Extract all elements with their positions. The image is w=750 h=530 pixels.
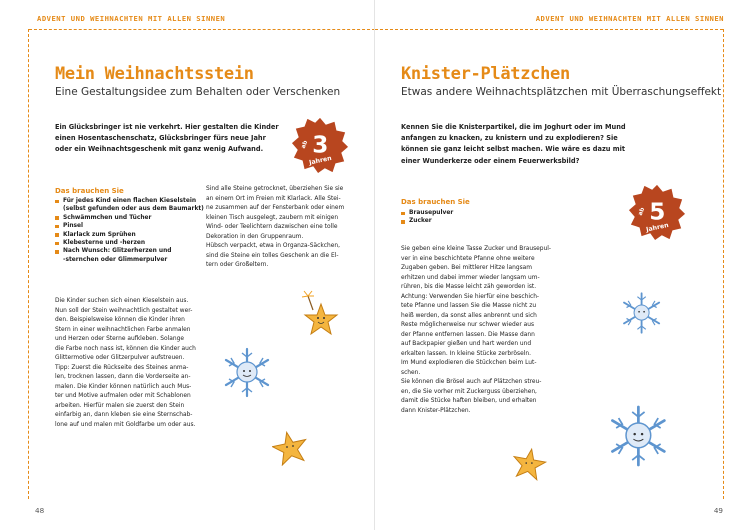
bullet-icon	[401, 212, 405, 216]
star-with-sparkler-icon	[300, 290, 342, 338]
intro-line: einer Wunderkerze oder einem Feuerwerksbild?	[401, 156, 580, 165]
list-item: Pinsel	[55, 222, 204, 230]
bullet-icon	[55, 233, 59, 237]
list-item: Nach Wunsch: Glitzerherzen und	[55, 247, 204, 255]
snowflake-icon	[619, 290, 665, 336]
intro-line: können sie ganz leicht selbst machen. Wie wäre es dazu mit	[401, 145, 626, 154]
right-page	[375, 0, 750, 530]
intro-text	[401, 122, 626, 167]
header-rule	[375, 29, 723, 30]
bullet-icon	[55, 216, 59, 220]
materials-heading: Das brauchen Sie	[55, 187, 124, 195]
running-header: ADVENT UND WEIHNACHTEN MIT ALLEN SINNEN	[37, 14, 226, 23]
badge-number: 5	[649, 198, 666, 226]
age-badge	[291, 116, 349, 174]
page-subtitle: Etwas andere Weihnachtsplätzchen mit Überraschungseffekt	[401, 86, 722, 98]
snowflake-icon	[605, 402, 673, 470]
materials-heading: Das brauchen Sie	[401, 198, 470, 206]
list-item: (selbst gefunden oder aus dem Baumarkt)	[63, 206, 204, 213]
body-text: Sie geben eine kleine Tasse Zucker und Brausepul- ver in eine beschichtete Pfanne ohne weitere Zugaben geben. Bei mittlerer Hitze langsam erhitzen und dabei immer wieder langsam um- rühren, bis die Masse leicht zäh geworden ist. Achtung: Verwenden Sie hierfür eine beschich- tete Pfanne und lassen Sie die Masse nicht zu heiß werden, da sonst alles anbrennt und sich Reste möglicherweise nur schwer wieder aus der Pfanne entfernen lassen. Die Masse dann auf Backpapier gießen und hart werden und erkalten lassen. In kleine Stücke zerbröseln. Im Mund explodieren die Stückchen beim Lut- schen. Sie können die Brösel auch auf Plätzchen streu- en, die Sie vorher mit Zuckerguss überziehen, damit die Stücke haften bleiben, und erhalten dann Knister-Plätzchen.	[401, 246, 552, 414]
bullet-icon	[55, 200, 59, 204]
intro-line: anfangen zu knacken, zu knistern und zu explodieren? Sie	[401, 134, 618, 143]
intro-line: einen Hosentaschenschatz, Glücksbringer fürs neue Jahr	[55, 134, 266, 143]
star-icon	[512, 447, 548, 481]
badge-word: Jahren	[645, 221, 670, 234]
bullet-icon	[55, 225, 59, 229]
list-item: Klarlack zum Sprühen	[55, 231, 204, 239]
materials-list	[55, 197, 204, 264]
margin-rule	[28, 29, 29, 499]
materials-list	[401, 209, 453, 226]
page-subtitle: Eine Gestaltungsidee zum Behalten oder Verschenken	[55, 86, 341, 98]
list-item: Für jedes Kind einen flachen Kieselstein	[55, 197, 204, 205]
margin-rule	[723, 29, 724, 499]
page-title: Mein Weihnachtsstein	[55, 64, 254, 84]
bullet-icon	[55, 250, 59, 254]
list-item: Zucker	[401, 217, 453, 225]
badge-ab: ab	[300, 139, 310, 150]
page-number: 48	[35, 506, 45, 515]
star-icon	[272, 430, 310, 466]
body-text: Die Kinder suchen sich einen Kieselstein aus. Nun soll der Stein weihnachtlich gestaltet wer- den. Beispielsweise können die Kinder ihren Stern in einer weihnachtlichen Farbe anmalen und Herzen oder Sterne aufkleben. Solange die Farbe noch nass ist, können die Kinder auch Glittermotive oder Glitzerpulver aufstreuen. Tipp: Zuerst die Rückseite des Steines anma- len, trocknen lassen, dann die Vorderseite an- malen. Die Kinder können natürlich auch Mus- ter und Motive aufmalen oder mit Schablonen arbeiten. Hierfür malen sie zuerst den Stein einfarbig an, dann kleben sie eine Sternschab- lone auf und malen mit Goldfarbe um oder aus.	[55, 298, 196, 428]
bullet-icon	[401, 220, 405, 224]
age-badge	[628, 183, 686, 241]
badge-ab: ab	[637, 206, 647, 217]
intro-line: Ein Glücksbringer ist nie verkehrt. Hier gestalten die Kinder	[55, 123, 279, 131]
page-title: Knister-Plätzchen	[401, 64, 570, 84]
badge-number: 3	[312, 131, 329, 159]
bullet-icon	[55, 242, 59, 246]
header-rule	[29, 29, 375, 30]
snowflake-icon	[220, 345, 275, 400]
list-item: Klebesterne und -herzen	[55, 239, 204, 247]
list-item: Brausepulver	[401, 209, 453, 217]
intro-line: Kennen Sie die Knisterpartikel, die im Joghurt oder im Mund	[401, 123, 626, 131]
list-item: -sternchen oder Glimmerpulver	[63, 256, 168, 263]
badge-word: Jahren	[308, 154, 333, 167]
right-column-text: Sind alle Steine getrocknet, überziehen Sie sie an einem Ort im Freien mit Klarlack. Alle Stei- ne zusammen auf der Fensterbank oder einem kleinen Tisch ausgelegt, zaubern mit einigen Wind- oder Teelichtern dazwischen eine tolle Dekoration in den Gruppenraum. Hübsch verpackt, etwa in Organza-Säckchen, sind die Steine ein tolles Geschenk an die El- tern oder Großeltern.	[206, 186, 345, 268]
intro-line: oder ein Weihnachtsgeschenk mit ganz wenig Aufwand.	[55, 145, 264, 154]
page-number: 49	[713, 506, 723, 515]
list-item: Schwämmchen und Tücher	[55, 214, 204, 222]
running-header: ADVENT UND WEIHNACHTEN MIT ALLEN SINNEN	[535, 14, 724, 23]
intro-text	[55, 122, 279, 156]
